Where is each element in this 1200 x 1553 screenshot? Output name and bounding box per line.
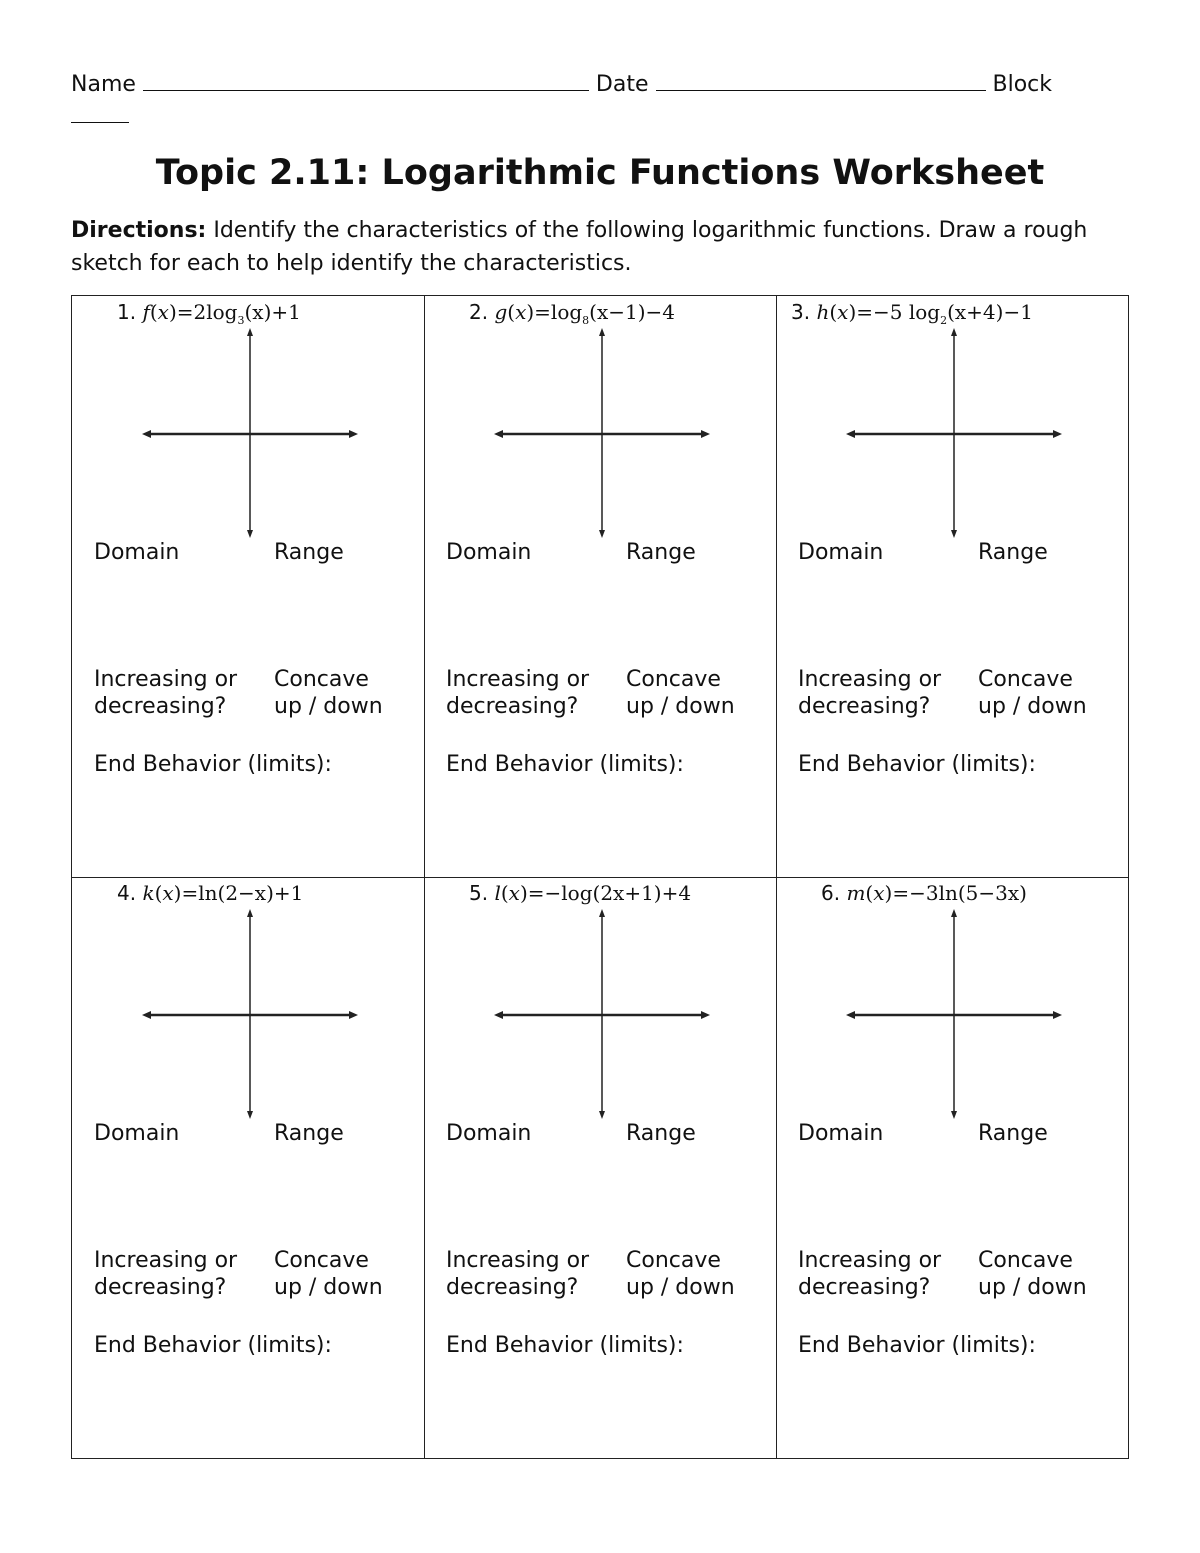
domain-label: Domain: [446, 540, 532, 565]
coordinate-axes[interactable]: [846, 328, 1062, 540]
concave-line-1: Concave: [978, 1248, 1073, 1273]
increasing-line-2: decreasing?: [798, 694, 931, 719]
equation-part: (x)+1: [244, 300, 301, 324]
concavity-label: [626, 666, 735, 720]
function-name: k: [142, 881, 155, 905]
concavity-label: [978, 1247, 1087, 1301]
end-behavior-label: End Behavior (limits):: [446, 752, 684, 777]
y-axis-arrow-up: [599, 909, 605, 917]
increasing-line-1: Increasing or: [94, 1248, 238, 1273]
problem-cell: [424, 877, 776, 1458]
y-axis-arrow-down: [247, 1111, 253, 1119]
directions-label: Directions:: [71, 218, 207, 243]
function-arg-open: (: [154, 881, 163, 905]
function-name: h: [816, 300, 830, 324]
range-label: Range: [274, 1121, 344, 1146]
end-behavior-label: End Behavior (limits):: [94, 752, 332, 777]
increasing-label: [446, 666, 589, 720]
date-field[interactable]: [656, 70, 986, 91]
problem-equation: [117, 300, 301, 327]
increasing-line-1: Increasing or: [798, 1248, 942, 1273]
concave-line-1: Concave: [626, 1248, 721, 1273]
y-axis-arrow-down: [599, 1111, 605, 1119]
concave-line-1: Concave: [626, 667, 721, 692]
function-arg-close: ): [519, 881, 528, 905]
y-axis-arrow-down: [951, 1111, 957, 1119]
equation-part: =2log: [176, 300, 238, 324]
problem-equation: [791, 300, 1033, 327]
function-arg-open: (: [507, 300, 516, 324]
concave-line-2: up / down: [626, 694, 735, 719]
increasing-line-2: decreasing?: [798, 1275, 931, 1300]
log-base: 3: [237, 314, 245, 327]
problem-grid: [71, 295, 1129, 1459]
directions-text: Identify the characteristics of the following logarithmic functions. Draw a rough sketch for each to help identify the characteristics.: [71, 218, 1088, 276]
problem-cell: [424, 296, 776, 877]
function-name: l: [494, 881, 501, 905]
problem-equation: [821, 881, 1027, 908]
function-var: x: [508, 881, 520, 905]
equation-part: =log: [534, 300, 583, 324]
function-var: x: [162, 881, 174, 905]
problem-cell: [72, 877, 424, 1458]
name-label: Name: [71, 72, 136, 97]
end-behavior-label: End Behavior (limits):: [798, 752, 1036, 777]
range-label: Range: [626, 540, 696, 565]
function-arg-close: ): [168, 300, 177, 324]
concavity-label: [274, 1247, 383, 1301]
function-var: x: [837, 300, 849, 324]
function-var: x: [157, 300, 169, 324]
concave-line-2: up / down: [274, 694, 383, 719]
function-arg-open: (: [149, 300, 158, 324]
range-label: Range: [978, 1121, 1048, 1146]
problem-number: 3.: [791, 300, 811, 324]
coordinate-axes[interactable]: [142, 328, 358, 540]
concavity-label: [274, 666, 383, 720]
header-fields: [71, 70, 1052, 97]
problem-equation: [469, 881, 691, 908]
domain-label: Domain: [94, 1121, 180, 1146]
problem-equation: [117, 881, 303, 908]
increasing-line-2: decreasing?: [94, 694, 227, 719]
directions: [71, 214, 1131, 280]
problem-number: 4.: [117, 881, 137, 905]
x-axis-arrow-right: [701, 1011, 710, 1019]
page-title: Topic 2.11: Logarithmic Functions Worksheet: [155, 153, 1045, 193]
end-behavior-label: End Behavior (limits):: [798, 1333, 1036, 1358]
function-arg-close: ): [884, 881, 893, 905]
increasing-line-1: Increasing or: [446, 667, 590, 692]
function-arg-close: ): [848, 300, 857, 324]
block-field[interactable]: [71, 102, 129, 123]
equation-part: (x+4)−1: [947, 300, 1033, 324]
concave-line-1: Concave: [274, 667, 369, 692]
problem-number: 5.: [469, 881, 489, 905]
equation-part: =−3ln(5−3x): [892, 881, 1027, 905]
x-axis-arrow-right: [1053, 430, 1062, 438]
increasing-line-2: decreasing?: [446, 1275, 579, 1300]
x-axis-arrow-left: [142, 1011, 151, 1019]
concave-line-1: Concave: [978, 667, 1073, 692]
x-axis-arrow-left: [142, 430, 151, 438]
increasing-label: [798, 1247, 941, 1301]
equation-part: (x−1)−4: [589, 300, 676, 324]
y-axis-arrow-up: [951, 909, 957, 917]
function-arg-close: ): [173, 881, 182, 905]
name-field[interactable]: [143, 70, 589, 91]
x-axis-arrow-right: [349, 1011, 358, 1019]
function-arg-open: (: [500, 881, 509, 905]
function-var: x: [515, 300, 527, 324]
domain-label: Domain: [798, 1121, 884, 1146]
increasing-line-2: decreasing?: [94, 1275, 227, 1300]
domain-label: Domain: [798, 540, 884, 565]
function-arg-close: ): [526, 300, 535, 324]
coordinate-axes[interactable]: [494, 909, 710, 1121]
x-axis-arrow-left: [846, 430, 855, 438]
range-label: Range: [274, 540, 344, 565]
function-arg-open: (: [829, 300, 838, 324]
problem-number: 1.: [117, 300, 137, 324]
log-base: 8: [582, 314, 590, 327]
x-axis-arrow-left: [494, 430, 503, 438]
range-label: Range: [626, 1121, 696, 1146]
problem-cell: [72, 296, 424, 877]
concave-line-2: up / down: [626, 1275, 735, 1300]
increasing-label: [446, 1247, 589, 1301]
coordinate-axes[interactable]: [142, 909, 358, 1121]
x-axis-arrow-right: [349, 430, 358, 438]
coordinate-axes[interactable]: [846, 909, 1062, 1121]
concave-line-2: up / down: [978, 694, 1087, 719]
concave-line-2: up / down: [274, 1275, 383, 1300]
y-axis-arrow-down: [951, 530, 957, 538]
increasing-line-2: decreasing?: [446, 694, 579, 719]
range-label: Range: [978, 540, 1048, 565]
y-axis-arrow-up: [951, 328, 957, 336]
increasing-label: [94, 666, 237, 720]
end-behavior-label: End Behavior (limits):: [94, 1333, 332, 1358]
coordinate-axes[interactable]: [494, 328, 710, 540]
increasing-line-1: Increasing or: [798, 667, 942, 692]
function-var: x: [873, 881, 885, 905]
equation-part: =−log(2x+1)+4: [527, 881, 692, 905]
problem-cell: [776, 296, 1128, 877]
x-axis-arrow-left: [494, 1011, 503, 1019]
problem-equation: [469, 300, 675, 327]
equation-part: =ln(2−x)+1: [181, 881, 304, 905]
increasing-line-1: Increasing or: [446, 1248, 590, 1273]
increasing-label: [798, 666, 941, 720]
function-name: g: [494, 300, 508, 324]
concave-line-2: up / down: [978, 1275, 1087, 1300]
domain-label: Domain: [94, 540, 180, 565]
y-axis-arrow-down: [599, 530, 605, 538]
increasing-label: [94, 1247, 237, 1301]
y-axis-arrow-up: [247, 328, 253, 336]
function-arg-open: (: [865, 881, 874, 905]
function-name: m: [846, 881, 866, 905]
block-label: Block: [992, 72, 1053, 97]
y-axis-arrow-up: [599, 328, 605, 336]
log-base: 2: [940, 314, 948, 327]
y-axis-arrow-down: [247, 530, 253, 538]
x-axis-arrow-right: [701, 430, 710, 438]
concavity-label: [626, 1247, 735, 1301]
y-axis-arrow-up: [247, 909, 253, 917]
problem-number: 6.: [821, 881, 841, 905]
date-label: Date: [595, 72, 649, 97]
x-axis-arrow-left: [846, 1011, 855, 1019]
domain-label: Domain: [446, 1121, 532, 1146]
concave-line-1: Concave: [274, 1248, 369, 1273]
equation-part: =−5 log: [856, 300, 941, 324]
problem-number: 2.: [469, 300, 489, 324]
problem-cell: [776, 877, 1128, 1458]
function-name: f: [142, 300, 150, 324]
x-axis-arrow-right: [1053, 1011, 1062, 1019]
increasing-line-1: Increasing or: [94, 667, 238, 692]
end-behavior-label: End Behavior (limits):: [446, 1333, 684, 1358]
concavity-label: [978, 666, 1087, 720]
